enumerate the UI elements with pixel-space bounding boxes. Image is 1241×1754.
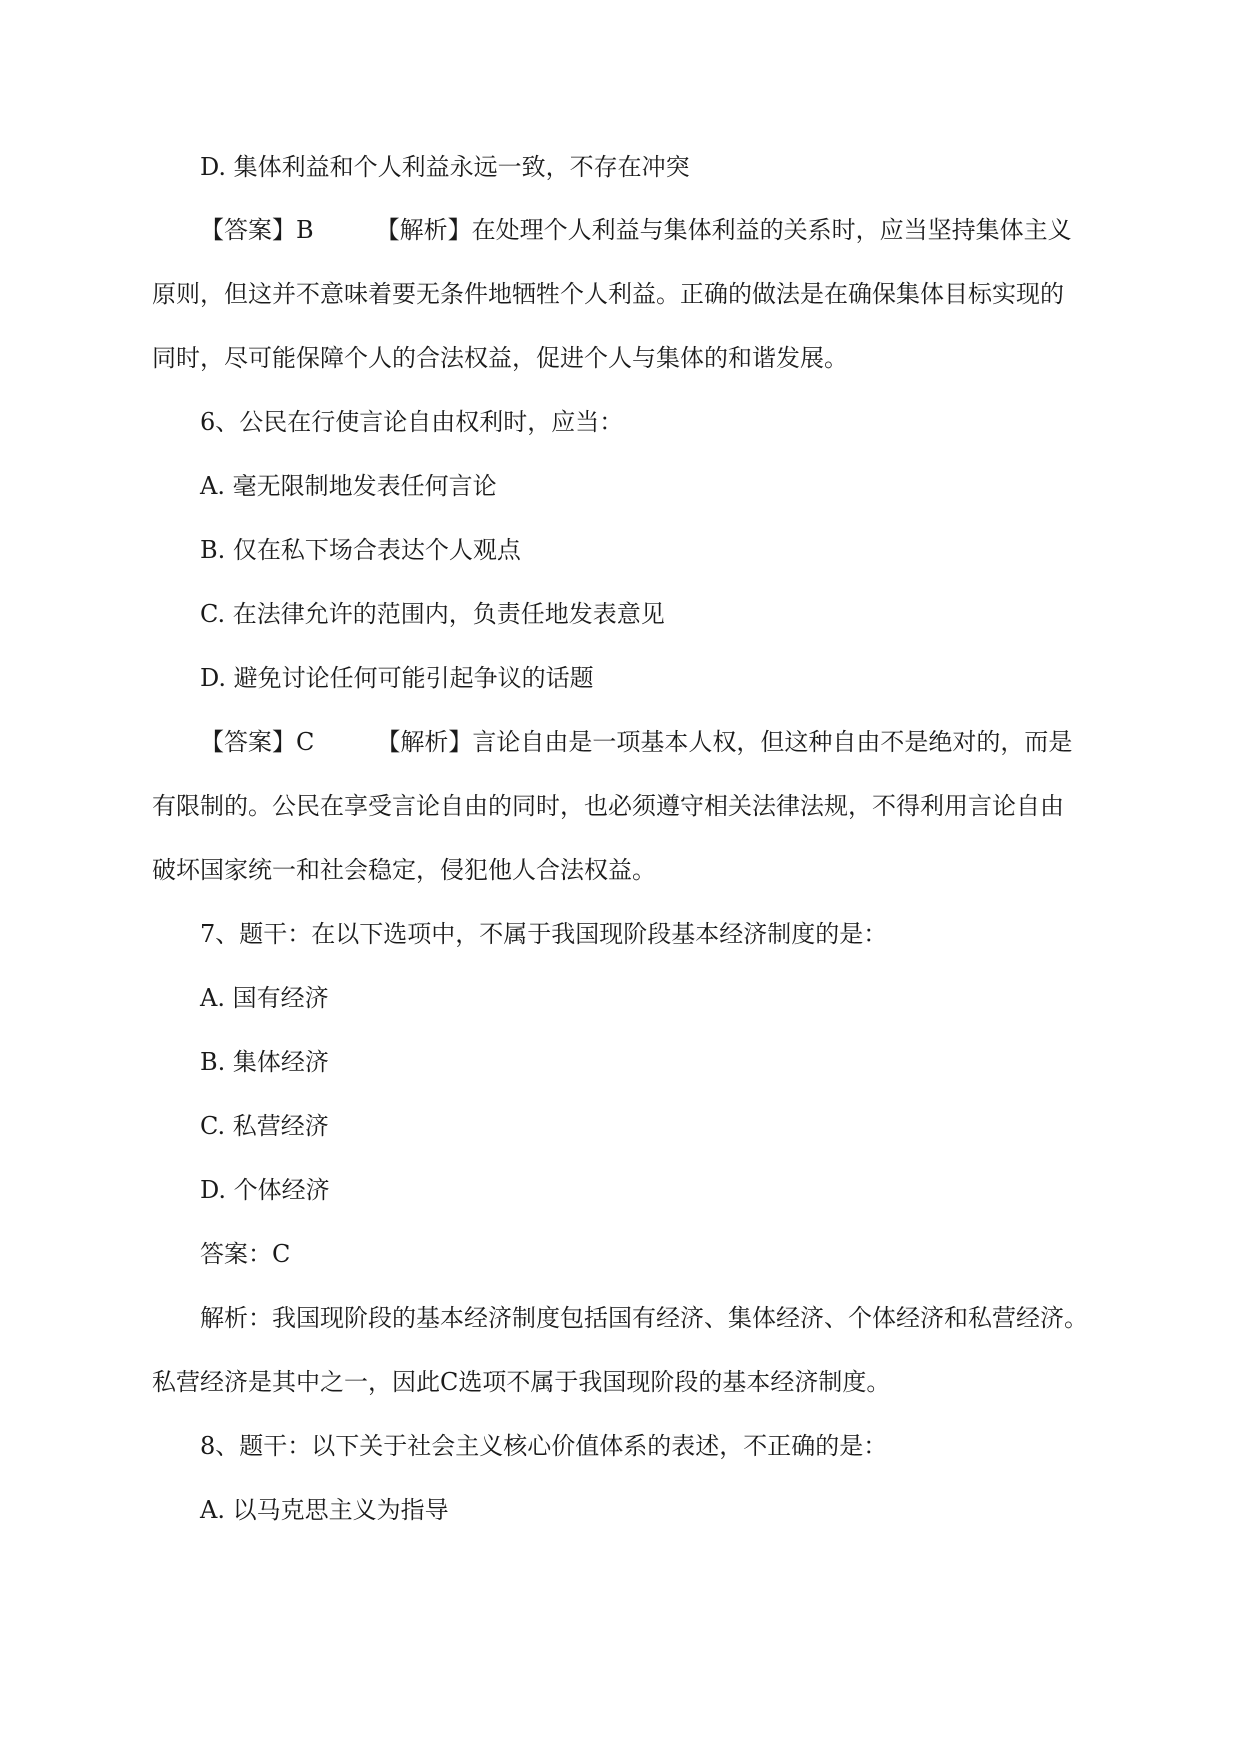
q7-stem: 7、题干：在以下选项中，不属于我国现阶段基本经济制度的是： (200, 920, 888, 948)
q7-answer: 答案：C (200, 1240, 291, 1268)
q7-option-a: A. 国有经济 (200, 984, 329, 1012)
q5-answer: 【答案】B (200, 216, 314, 244)
q5-analysis-line-2: 原则，但这并不意味着要无条件地牺牲个人利益。正确的做法是在确保集体目标实现的 (152, 280, 1064, 308)
q8-stem: 8、题干：以下关于社会主义核心价值体系的表述，不正确的是： (200, 1432, 888, 1460)
q7-option-c: C. 私营经济 (200, 1112, 329, 1140)
q6-answer: 【答案】C (200, 728, 315, 756)
q8-option-a: A. 以马克思主义为指导 (200, 1496, 449, 1524)
q7-analysis-line-2: 私营经济是其中之一，因此C选项不属于我国现阶段的基本经济制度。 (152, 1368, 891, 1396)
q6-analysis-line-2: 有限制的。公民在享受言论自由的同时，也必须遵守相关法律法规，不得利用言论自由 (152, 792, 1064, 820)
q7-option-b: B. 集体经济 (200, 1048, 329, 1076)
q6-stem: 6、公民在行使言论自由权利时，应当： (200, 408, 624, 436)
q6-option-a: A. 毫无限制地发表任何言论 (200, 472, 497, 500)
q6-option-d: D. 避免讨论任何可能引起争议的话题 (200, 664, 594, 692)
q6-option-c: C. 在法律允许的范围内，负责任地发表意见 (200, 600, 665, 628)
q5-analysis-line-3: 同时，尽可能保障个人的合法权益，促进个人与集体的和谐发展。 (152, 344, 848, 372)
q7-analysis-line-1: 解析：我国现阶段的基本经济制度包括国有经济、集体经济、个体经济和私营经济。 (200, 1304, 1088, 1332)
q7-option-d: D. 个体经济 (200, 1176, 330, 1204)
q6-analysis-line-3: 破坏国家统一和社会稳定，侵犯他人合法权益。 (152, 856, 656, 884)
q5-option-d: D. 集体利益和个人利益永远一致，不存在冲突 (200, 153, 690, 181)
q6-option-b: B. 仅在私下场合表达个人观点 (200, 536, 521, 564)
q5-analysis-line-1: 【解析】在处理个人利益与集体利益的关系时，应当坚持集体主义 (375, 216, 1072, 244)
q5-answer-line (200, 213, 1072, 247)
q6-analysis-line-1: 【解析】言论自由是一项基本人权，但这种自由不是绝对的，而是 (376, 728, 1073, 756)
q6-answer-line (200, 725, 1072, 759)
